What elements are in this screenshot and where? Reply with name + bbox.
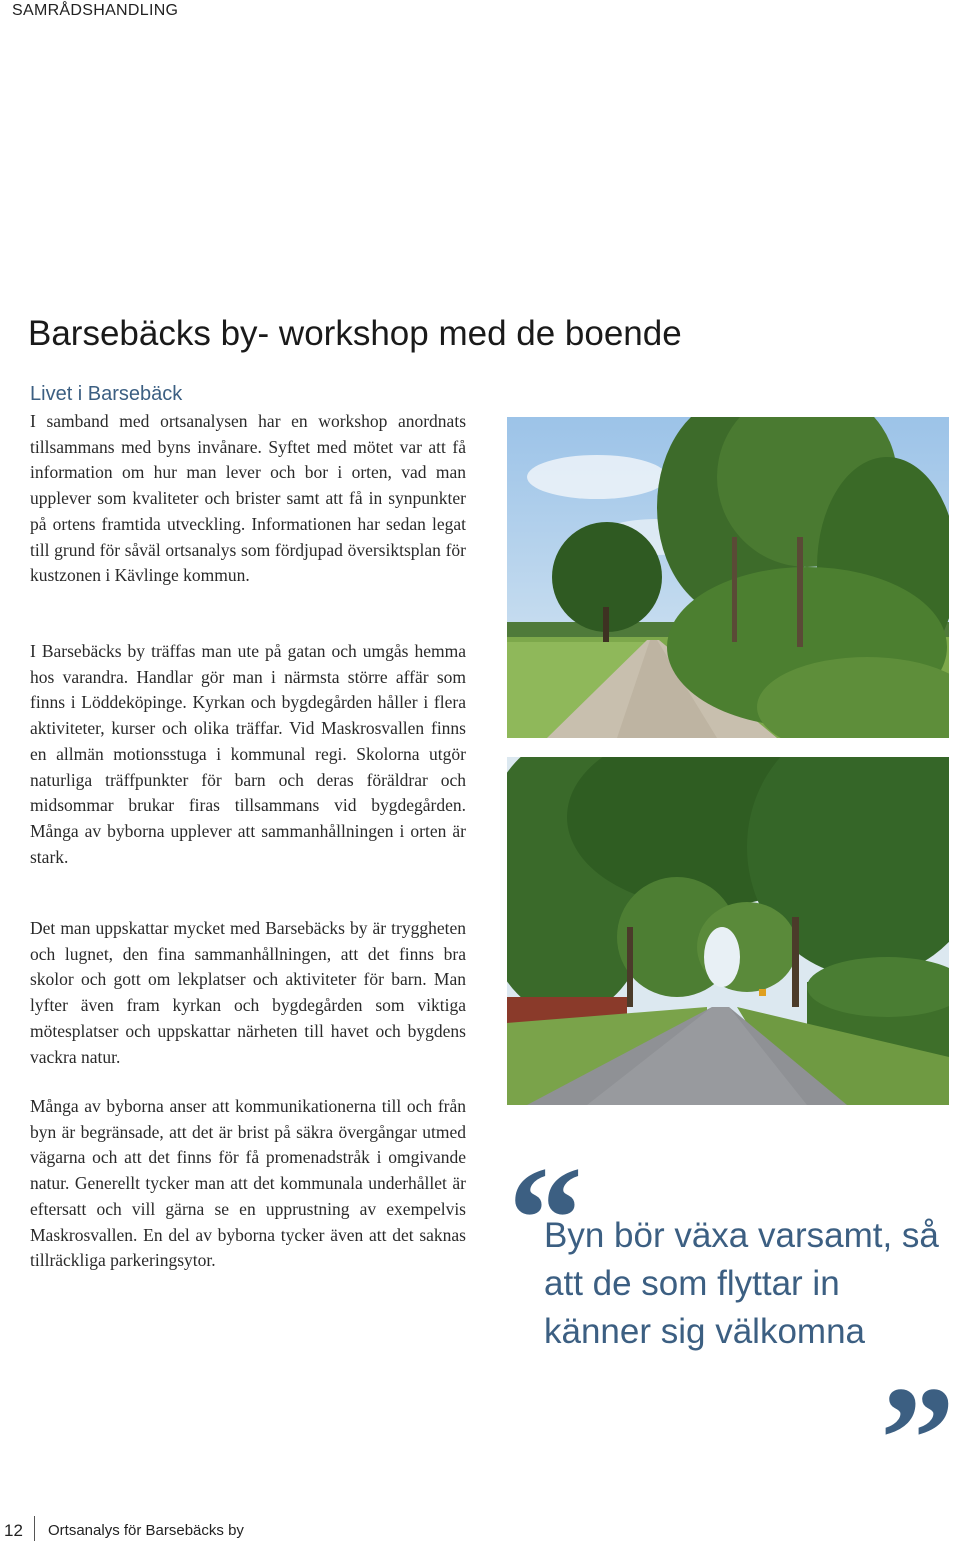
quote-close-icon: ” xyxy=(880,1356,955,1522)
header-section-label: SAMRÅDSHANDLING xyxy=(12,2,179,19)
quote-open-icon: “ xyxy=(508,1136,583,1302)
footer-divider xyxy=(34,1516,35,1541)
pull-quote: Byn bör växa varsamt, så att de som flyttar in känner sig välkomna xyxy=(544,1216,939,1351)
body-paragraph: Det man uppskattar mycket med Barsebäcks by är tryggheten och lugnet, den fina sammanhållningen, att det finns bra skolor och gott om lekplatser och aktiviteter för barn. Man lyfter även fram kyrkan och bygdegården som viktiga mötesplatser och uppskattar närheten till havet och bygdens vackra natur. xyxy=(30,918,466,1067)
photo-village-road xyxy=(507,757,949,1105)
body-paragraph: Många av byborna anser att kommunikationerna till och från byn är begränsade, att det är brist på säkra övergångar utmed vägarna och att det finns för få promenadstråk i omgivande natur. Generellt tycker man att det kommunala underhållet är eftersatt och vill gärna se en upprustning av exempelvis Maskrosvallen. En del av byborna tycker även att det saknas tillräckliga parkeringsytor. xyxy=(30,1096,466,1271)
body-paragraph: I samband med ortsanalysen har en workshop anordnats tillsammans med byns invånare. Syftet med mötet var att få information om hur man lever och bor i orten, vad man upplever som kvaliteter och brister samt att få in synpunkter på ortens framtida utveckling. Informationen har sedan legat till grund för såväl ortsanalys som fördjupad översiktsplan för kustzonen i Kävlinge kommun. xyxy=(30,411,466,586)
body-paragraph: I Barsebäcks by träffas man ute på gatan och umgås hemma hos varandra. Handlar gör man i närmsta större affär som finns i Löddeköpinge. Kyrkan och bygdegården håller i flera aktiviteter, kurser och olika träffar. Vid Maskrosvallen finns en allmän motionsstuga i kommunal regi. Skolorna utgör naturliga träffpunkter för barn och deras föräldrar och midsommar brukar firas tillsammans vid bygdegården. Många av byborna upplever att sammanhållningen i orten är stark. xyxy=(30,641,466,867)
section-heading: Livet i Barsebäck xyxy=(30,383,183,405)
page-number: 12 xyxy=(4,1521,23,1540)
page-title: Barsebäcks by- workshop med de boende xyxy=(28,314,682,353)
footer-doc-title: Ortsanalys för Barsebäcks by xyxy=(48,1522,244,1539)
photo-gravel-road xyxy=(507,417,949,738)
